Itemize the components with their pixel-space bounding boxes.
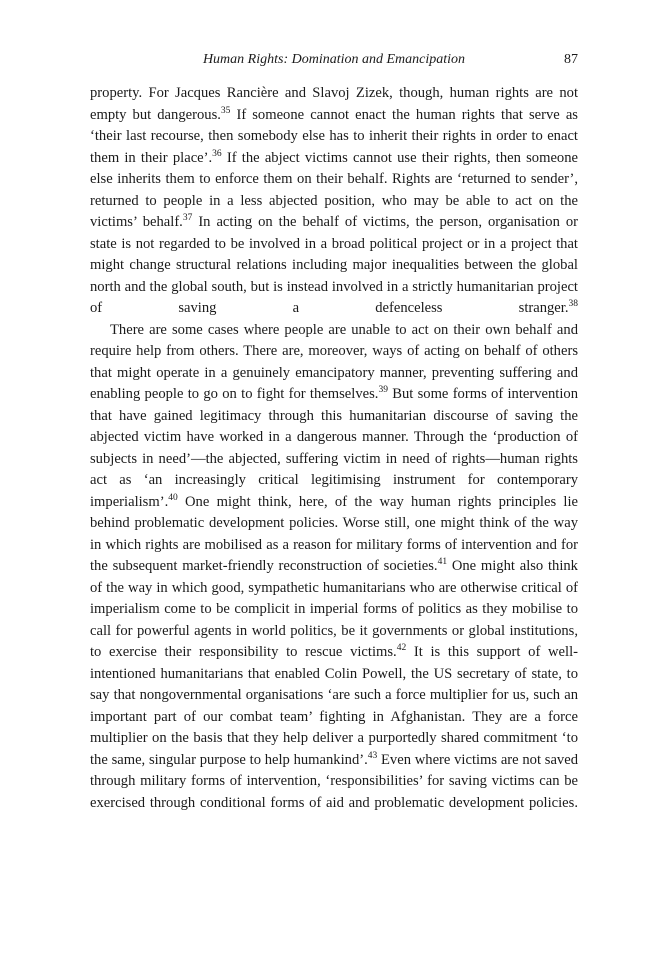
- footnote-marker: 35: [220, 105, 231, 116]
- footnote-marker: 38: [568, 299, 578, 310]
- footnote-marker: 41: [437, 557, 448, 568]
- page-number: 87: [564, 52, 578, 67]
- body-text: [90, 83, 578, 814]
- running-head-title: Human Rights: Domination and Emancipation: [202, 52, 466, 67]
- paragraph-text: property. For Jacques Rancière and Slavoj Zizek, though, human rights are not empty but dangerous.: [90, 85, 578, 123]
- paragraph-text: There are some cases where people are unable to act on their own behalf and require help from others. There are, moreover, ways of acting on behalf of others that might operate in a genuinely emancipatory manner, preventing suffering and enabling people to go on to fight for themselves.: [90, 321, 578, 402]
- paragraph-text: Even where victims are not saved through military forms of intervention, ‘responsibilities’ for saving victims can be exercised through conditional forms of aid and problematic development policies.: [90, 751, 578, 811]
- paragraph-text: One might think, here, of the way human rights principles lie behind problematic development policies. Worse still, one might think of the way in which rights are mobilised as a reason for military forms of intervention and for the subsequent market-friendly reconstruction of societies.: [90, 493, 578, 574]
- paragraph-text: If someone cannot enact the human rights that serve as ‘their last recourse, then somebody else has to inherit their rights in order to enact them in their place’.: [90, 106, 578, 166]
- footnote-marker: 39: [378, 385, 388, 396]
- footnote-marker: 43: [367, 750, 378, 761]
- paragraph-text: One might also think of the way in which good, sympathetic humanitarians who are otherwise critical of imperialism come to be complicit in imperial forms of politics as they mobilise to call for powerful agents in world politics, be it governments or global institutions, to exercise their responsibility to rescue victims.: [90, 558, 578, 660]
- paragraph: [90, 320, 578, 815]
- footnote-marker: 37: [182, 213, 193, 224]
- paragraph-text: But some forms of intervention that have gained legitimacy through this humanitarian discourse of saving the abjected victim have worked in a dangerous manner. Through the ‘production of subjects in need’—the abjected, suffering victim in need of rights—human rights act as ‘an increasingly critical legitimising instrument for contemporary imperialism’.: [90, 386, 578, 510]
- paragraph-text: In acting on the behalf of victims, the person, organisation or state is not regarded to be involved in a broad political project or in a project that might change structural relations including major inequalities between the global north and the global south, but is instead involved in a strictly humanitarian project of saving a defenceless stranger.: [90, 214, 578, 316]
- footnote-marker: 40: [168, 492, 178, 503]
- footnote-marker: 36: [212, 148, 222, 159]
- paragraph-text: It is this support of well-intentioned humanitarians that enabled Colin Powell, the US secretary of state, to say that nongovernmental organisations ‘are such a force multiplier for us, such an important part of our combat team’ fighting in Afghanistan. They are a force multiplier on the basis that they help deliver a purportedly shared commitment ‘to the same, singular purpose to help humankind’.: [90, 644, 578, 768]
- paragraph-text: If the abject victims cannot use their rights, then someone else inherits them to enforce them on their behalf. Rights are ‘returned to sender’, returned to people in a less abjected position, who may be able to act on the victims’ behalf.: [90, 149, 578, 230]
- paragraph-continued: [90, 83, 578, 320]
- footnote-marker: 42: [396, 643, 407, 654]
- running-head: [90, 50, 578, 70]
